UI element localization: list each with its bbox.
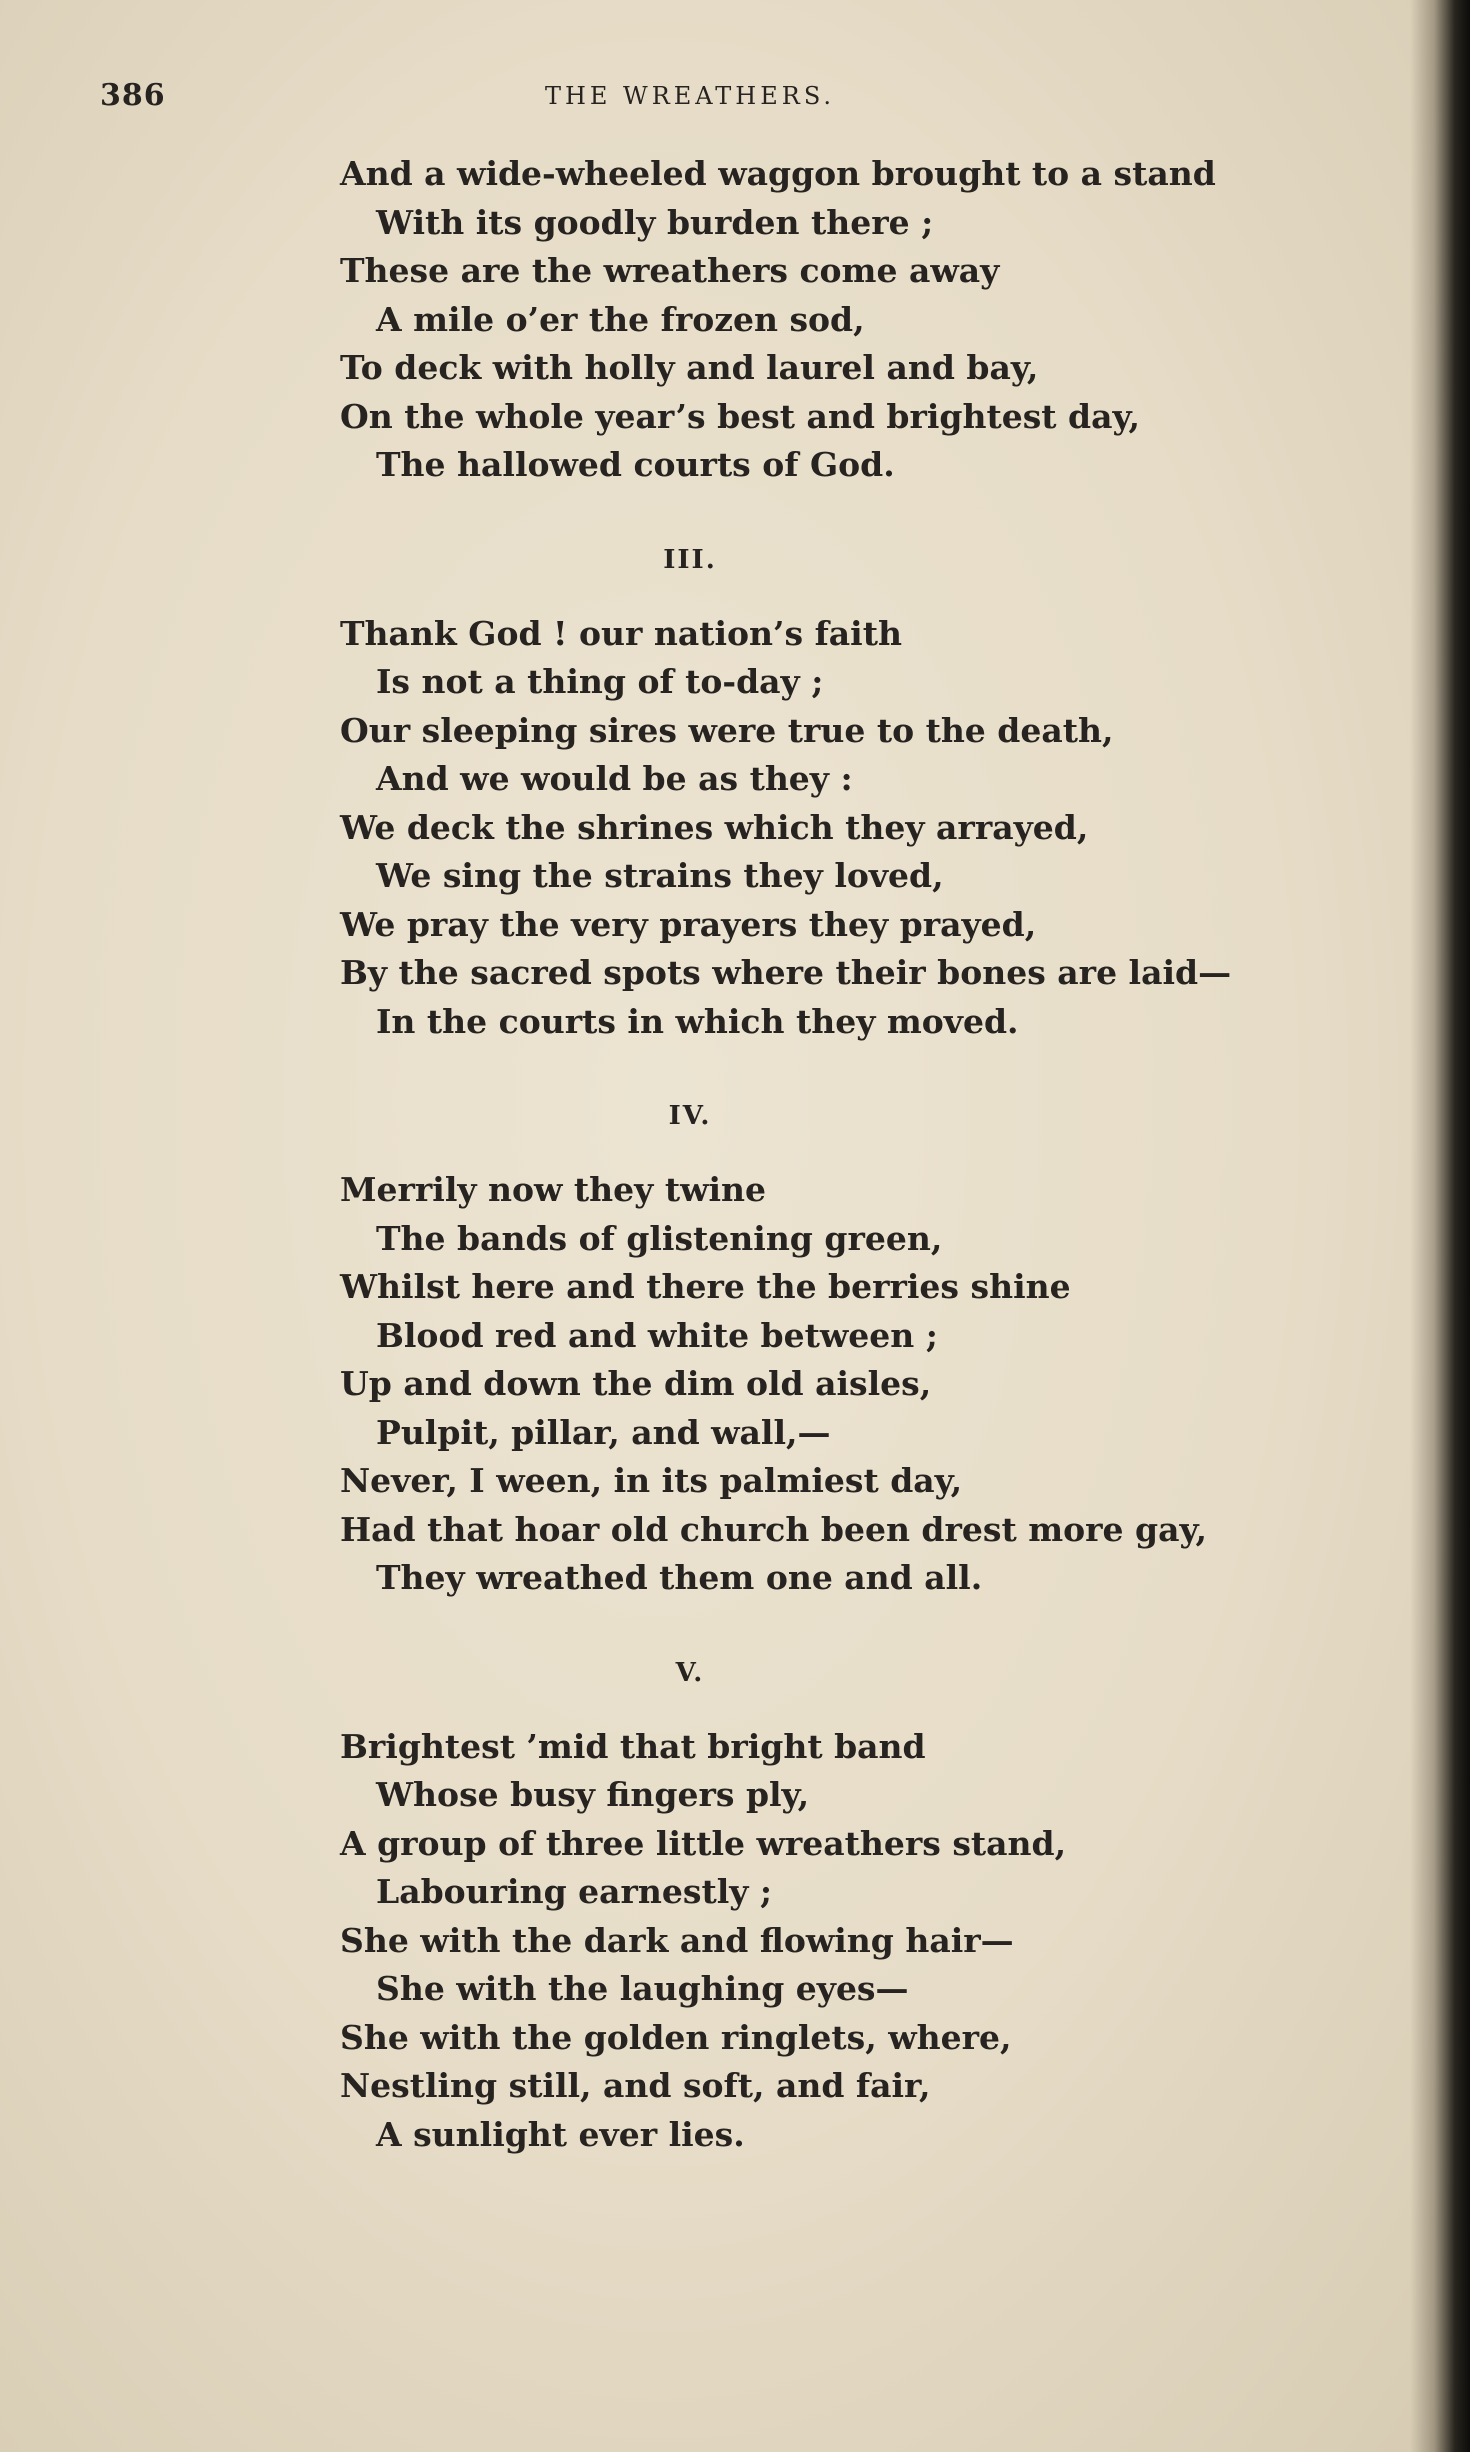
poem-line: Up and down the dim old aisles, [340, 1364, 932, 1403]
poem-line: These are the wreathers come away [340, 251, 1000, 290]
stanza [340, 1653, 1240, 2160]
stanza-numeral: V. [675, 1657, 705, 1688]
poem-line: Never, I ween, in its palmiest day, [340, 1461, 963, 1500]
poem-line: And a wide-wheeled waggon brought to a stand [340, 154, 1216, 193]
poem-line: We pray the very prayers they prayed, [340, 904, 1037, 944]
poem-line: Had that hoar old church been drest more gay, [340, 1509, 1207, 1549]
stanza [340, 1096, 1240, 1603]
poem-line: Merrily now they twine [340, 1170, 767, 1209]
stanza [340, 540, 1240, 1047]
stanza-numeral: III. [663, 544, 717, 575]
poem-line: And we would be as they : [376, 759, 853, 798]
poem-line: The bands of glistening green, [376, 1218, 943, 1258]
poem-line: She with the golden ringlets, where, [340, 2017, 1012, 2057]
poem-line: Pulpit, pillar, and wall,— [376, 1412, 831, 1452]
poem-line: Nestling still, and soft, and fair, [340, 2066, 931, 2105]
poem-line: We deck the shrines which they arrayed, [340, 807, 1089, 847]
poem-line: Blood red and white between ; [376, 1315, 938, 1355]
poem-line: By the sacred spots where their bones are laid— [340, 953, 1232, 992]
poem-line: Whose busy fingers ply, [376, 1775, 810, 1814]
poem-line: Whilst here and there the berries shine [340, 1267, 1071, 1306]
running-head: THE WREATHERS. [544, 82, 836, 110]
stanza [340, 150, 1240, 490]
page-number: 386 [100, 78, 166, 113]
poem-line: A group of three little wreathers stand, [340, 1823, 1067, 1863]
poem-body [340, 150, 1240, 2159]
poem-line: Brightest ’mid that bright band [340, 1726, 926, 1766]
poem-line: They wreathed them one and all. [376, 1558, 983, 1597]
poem-line: We sing the strains they loved, [376, 856, 944, 895]
page-header [100, 78, 1280, 118]
poem-line: A mile o’er the frozen sod, [376, 299, 865, 339]
poem-line: Thank God ! our nation’s faith [340, 613, 902, 653]
poem-line: Our sleeping sires were true to the death, [340, 710, 1114, 750]
poem-line: Is not a thing of to-day ; [376, 662, 824, 701]
poem-line: She with the laughing eyes— [376, 1969, 909, 2008]
poem-line: To deck with holly and laurel and bay, [340, 348, 1039, 387]
poem-line: On the whole year’s best and brightest day, [340, 396, 1140, 436]
poem-line: With its goodly burden there ; [376, 202, 934, 242]
poem-line: She with the dark and flowing hair— [340, 1920, 1014, 1960]
poem-line: A sunlight ever lies. [376, 2114, 745, 2154]
poem-line: Labouring earnestly ; [376, 1872, 773, 1911]
poem-line: The hallowed courts of God. [376, 445, 895, 484]
stanza-numeral: IV. [668, 1101, 712, 1131]
binding-shadow [1410, 0, 1470, 2452]
poem-line: In the courts in which they moved. [376, 1001, 1019, 1041]
